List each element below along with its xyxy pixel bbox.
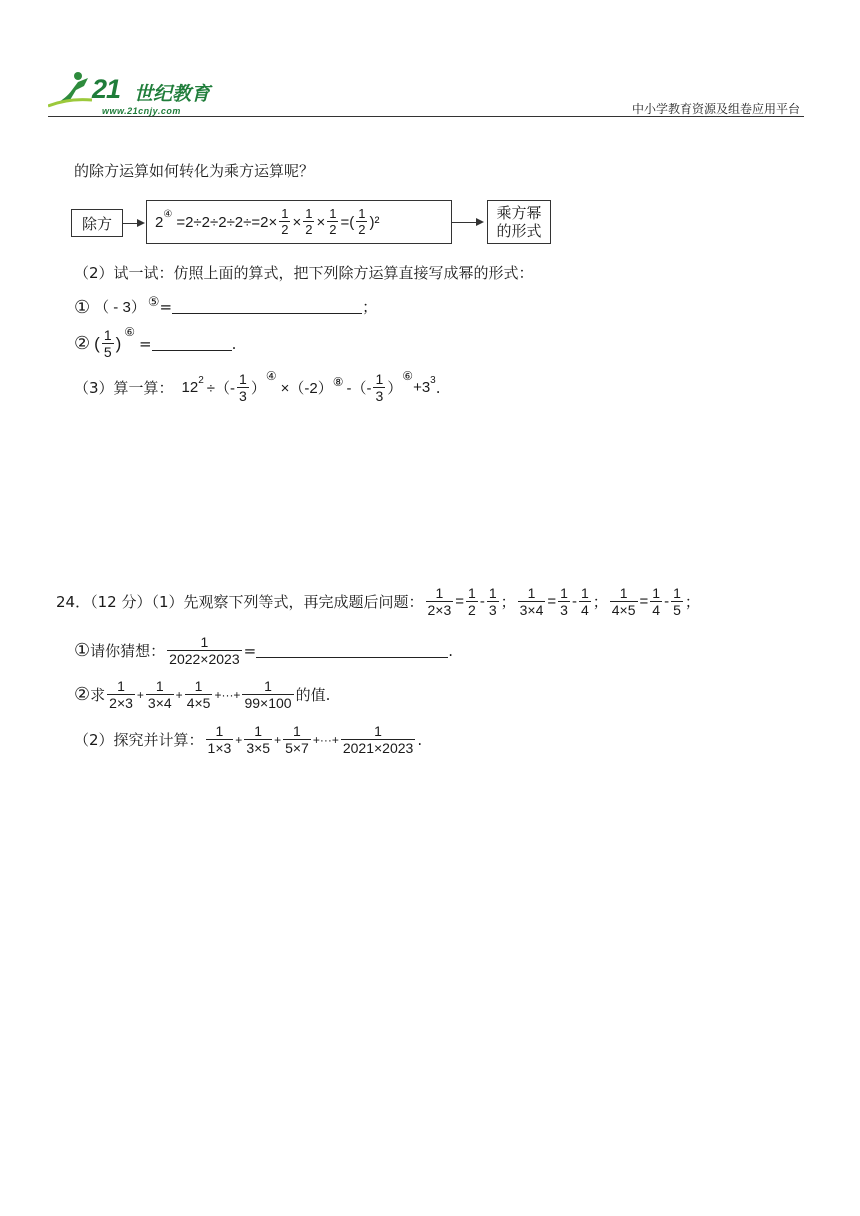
flow-equals-paren: =( <box>340 213 355 231</box>
item1-equals: = <box>159 297 173 316</box>
part3-exp-3: ⑥ <box>402 368 414 383</box>
item2-end: . <box>231 334 237 353</box>
flow-expr: =2÷2÷2÷2÷=2× <box>176 213 278 231</box>
flow-arrowhead-1 <box>137 219 145 227</box>
logo-text: 世纪教育 <box>134 83 211 105</box>
item2-equals: = <box>139 334 152 353</box>
flow-arrowhead-2 <box>476 218 484 226</box>
q24-part2-line <box>74 724 422 755</box>
guess-text: 请你猜想： <box>90 642 166 661</box>
sum-last-term: $\frac{1}{99\times 100}$ <box>244 678 292 711</box>
platform-name: 中小学教育资源及组卷应用平台 <box>631 102 800 116</box>
item2-open-paren: ( <box>94 333 100 353</box>
intro-text: 的除方运算如何转化为乘方运算呢？ <box>74 162 315 180</box>
part3-end: . <box>435 378 441 397</box>
part3-frac-2: $\frac{1}{3}$ <box>375 371 384 404</box>
part3-t7: +3 <box>413 379 431 397</box>
item2-fraction: $\frac{1}{5}$ <box>103 327 112 360</box>
part3-t3: ） <box>250 380 266 398</box>
q24-guess-line <box>74 635 453 666</box>
sum-end: 的值. <box>295 686 331 705</box>
item1-expr: （ - 3） <box>94 299 146 316</box>
logo-url: www.21cnjy.com <box>102 106 181 116</box>
part3-t6: ） <box>387 380 403 398</box>
part3-t1: 12 <box>181 379 199 397</box>
sum-plus-1: + <box>136 687 144 702</box>
part3-line <box>74 368 441 404</box>
flow-close-paren: )² <box>369 213 380 231</box>
flow-right-line1: 乘方幂 <box>496 204 542 222</box>
item1-number: ① <box>74 296 91 317</box>
flow-times-2: × <box>316 213 326 231</box>
header-divider <box>48 116 804 117</box>
p2-term-1: $\frac{1}{1\times 3}$ <box>207 723 232 756</box>
flow-half-4: $\frac{1}{2}$ <box>358 206 366 237</box>
q24-lead: 24．（12 分）（1）先观察下列等式，再完成题后问题： <box>56 593 424 612</box>
part3-t2: ÷（- <box>206 380 236 398</box>
flow-half-1: $\frac{1}{2}$ <box>281 206 289 237</box>
flow-arrow-1 <box>123 223 137 224</box>
part2-item2 <box>74 324 237 360</box>
sum-number: ② <box>74 684 91 706</box>
part3-label: （3）算一算： <box>74 379 174 398</box>
part3-frac-1: $\frac{1}{3}$ <box>239 371 247 404</box>
p2-dots: +···+ <box>312 732 339 747</box>
flow-times-1: × <box>292 213 302 231</box>
part3-t7-sup: 3 <box>430 375 436 387</box>
p2-end: . <box>417 730 423 749</box>
flow-base: 2 <box>155 213 164 231</box>
sum-term-2: $\frac{1}{3\times 4}$ <box>147 678 172 711</box>
part3-t5: -（- <box>346 380 372 398</box>
guess-end: . <box>448 641 453 660</box>
part3-exp-2: ⑧ <box>332 374 344 389</box>
flow-middle-box <box>146 200 452 244</box>
q24-eq-1: $\frac{1}{2\times 3}$ = $\frac{1}{2}$ - $\frac{1}{3}$ ； <box>427 585 516 618</box>
guess-number: ① <box>74 640 91 662</box>
sum-dots: +···+ <box>214 687 241 702</box>
item2-close-paren: ) <box>115 333 122 353</box>
sum-text: 求 <box>90 686 106 705</box>
flow-right-line2: 的形式 <box>496 222 542 240</box>
sum-plus-2: + <box>175 687 183 702</box>
guess-fraction: $\frac{1}{2022\times 2023}$ <box>169 634 240 667</box>
guess-answer-blank[interactable] <box>256 643 448 658</box>
flow-left-box: 除方 <box>71 209 123 237</box>
p2-plus-2: + <box>274 732 282 747</box>
runner-logo-icon <box>48 70 96 110</box>
p2-term-3: $\frac{1}{5\times 7}$ <box>285 723 309 756</box>
sum-term-3: $\frac{1}{4\times 5}$ <box>186 678 211 711</box>
p2-last-term: $\frac{1}{2021\times 2023}$ <box>342 723 414 756</box>
item1-end: ； <box>362 298 378 316</box>
p2-plus-1: + <box>235 732 243 747</box>
part2-item1 <box>74 296 377 317</box>
flow-half-2: $\frac{1}{2}$ <box>305 206 313 237</box>
item2-exponent: ⑥ <box>124 324 136 339</box>
flow-half-3: $\frac{1}{2}$ <box>329 206 337 237</box>
part3-t1-sup: 2 <box>198 375 204 387</box>
item2-number: ② <box>74 333 91 355</box>
sum-term-1: $\frac{1}{2\times 3}$ <box>109 678 133 711</box>
flow-arrow-2 <box>452 222 476 223</box>
q24-eq-3: $\frac{1}{4\times 5}$ = $\frac{1}{4}$ - $\frac{1}{5}$ ； <box>611 585 700 618</box>
guess-equals: = <box>243 641 257 660</box>
part3-t4: ×（-2） <box>280 380 333 398</box>
item2-answer-blank[interactable] <box>152 336 232 351</box>
site-logo <box>48 70 218 118</box>
q24-sum-line <box>74 679 330 710</box>
logo-number: 21 <box>92 74 121 104</box>
flow-circled-exponent: ④ <box>163 208 173 220</box>
p2-label: （2）探究并计算： <box>74 731 204 750</box>
part3-exp-1: ④ <box>265 368 277 383</box>
item1-exponent: ⑤ <box>147 295 160 310</box>
q24-lead-line <box>56 586 700 617</box>
p2-term-2: $\frac{1}{3\times 5}$ <box>246 723 271 756</box>
item1-answer-blank[interactable] <box>172 299 362 314</box>
part2-title: （2）试一试：仿照上面的算式，把下列除方运算直接写成幂的形式： <box>74 264 534 282</box>
flow-right-box <box>487 200 551 244</box>
q24-eq-2: $\frac{1}{3\times 4}$ = $\frac{1}{3}$ - $\frac{1}{4}$ ； <box>519 585 608 618</box>
